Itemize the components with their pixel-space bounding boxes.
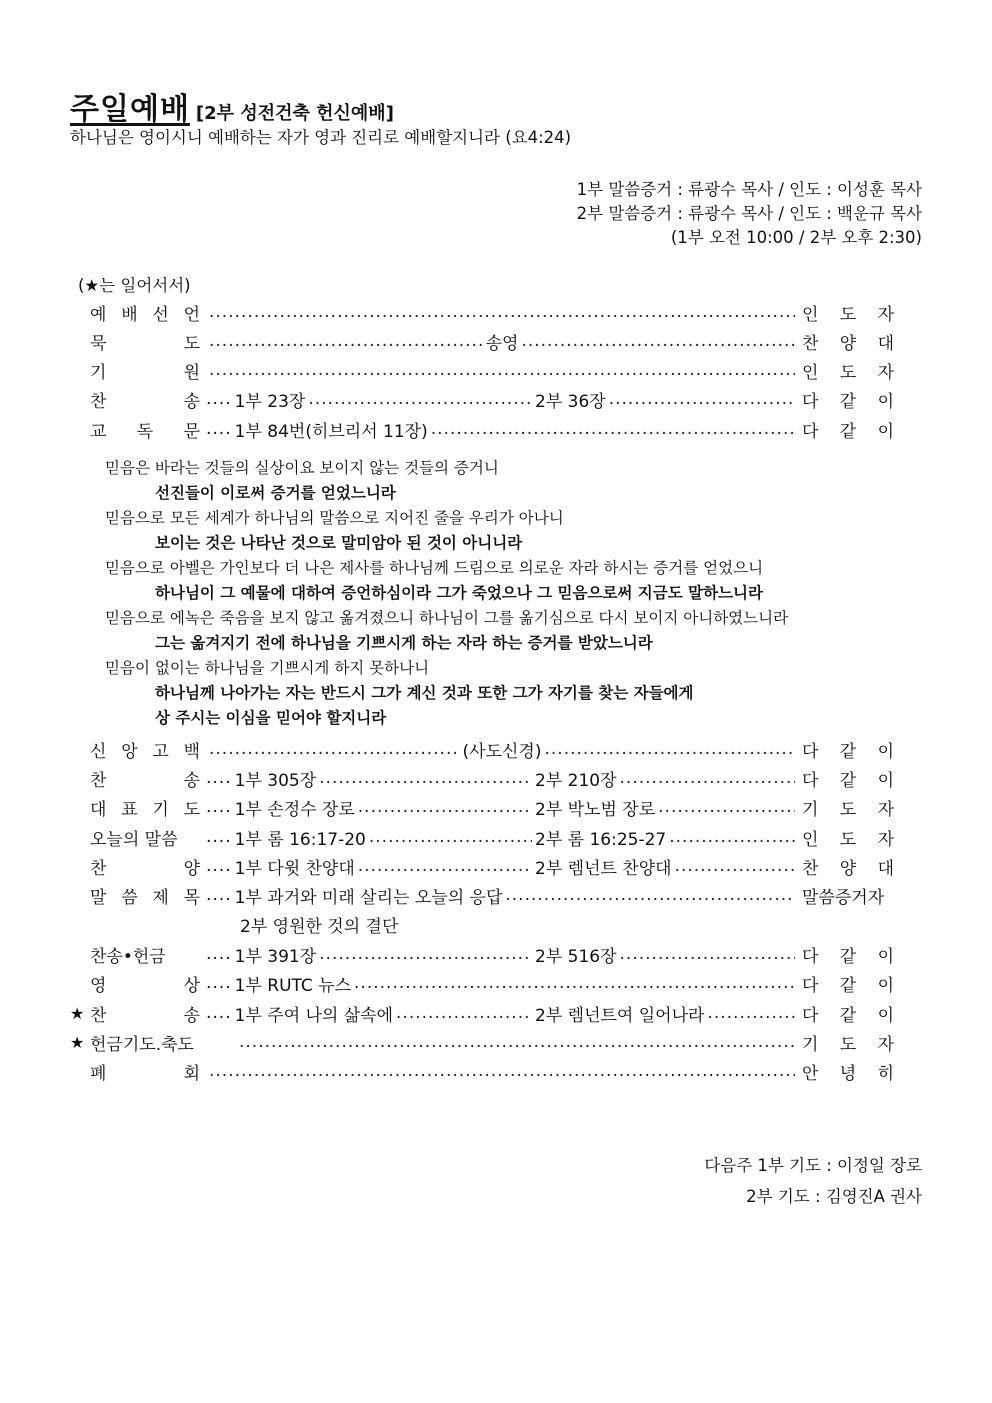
- leader-dots: [707, 1003, 795, 1023]
- order-label-char: 신: [90, 741, 107, 762]
- preacher-line: 2부 말씀증거 : 류광수 목사 / 인도 : 백운규 목사: [576, 204, 922, 223]
- order-role-char: 같: [839, 1005, 857, 1026]
- next-week-line: 2부 기도 : 김영진A 권사: [746, 1187, 922, 1206]
- order-detail: [200, 737, 798, 762]
- leader-dots: ....: [206, 797, 232, 817]
- order-row: [70, 1029, 894, 1055]
- leader-dots: [319, 768, 532, 788]
- order-detail: [200, 360, 798, 380]
- order-label-char: 씀: [121, 887, 138, 908]
- order-label-char: 목: [183, 887, 200, 908]
- second-service: 2부 박노범 장로: [535, 799, 656, 820]
- order-detail: [200, 883, 798, 908]
- leader-dots: [209, 360, 795, 380]
- order-role-char: 이: [877, 975, 894, 996]
- order-detail: [200, 329, 798, 354]
- order-role-char: 이: [877, 770, 894, 791]
- order-role-char: 인: [802, 829, 819, 850]
- page-title: 주일예배: [70, 92, 190, 127]
- second-service: 2부 36장: [535, 391, 606, 412]
- order-row: [70, 328, 894, 354]
- order-row: [70, 386, 894, 412]
- order-label: [90, 737, 200, 762]
- order-role-char: 다: [802, 770, 819, 791]
- order-role-char: 녕: [839, 1063, 857, 1084]
- leader-dots: [396, 1003, 532, 1023]
- reading-leader: 믿음은 바라는 것들의 실상이요 보이지 않는 것들의 증거니: [105, 459, 499, 477]
- order-role-char: 양: [839, 333, 857, 354]
- leader-dots: [358, 856, 532, 876]
- order-role: [798, 387, 894, 412]
- order-detail: [200, 825, 798, 850]
- order-label-char: 기: [90, 362, 107, 383]
- order-label-char: 송: [183, 1005, 200, 1026]
- order-role-char: 도: [839, 829, 857, 850]
- middle-item: 송영: [485, 333, 519, 354]
- first-service: 1부 305장: [234, 770, 317, 791]
- order-detail: [200, 387, 798, 412]
- order-label-char: 양: [183, 858, 200, 879]
- first-service: 1부 391장: [234, 946, 317, 967]
- order-row: [70, 824, 894, 850]
- leader-dots: [319, 944, 532, 964]
- order-role: [798, 854, 894, 879]
- order-role-char: 도: [839, 362, 857, 383]
- second-service: 2부 렘넌트여 일어나라: [535, 1005, 705, 1026]
- order-role-char: 다: [802, 1005, 819, 1026]
- order-label-char: 문: [183, 421, 200, 442]
- leader-dots: [505, 885, 795, 905]
- order-role-char: 자: [877, 799, 894, 820]
- order-label-char: 폐: [90, 1063, 107, 1084]
- leader-dots: ....: [206, 885, 232, 905]
- stand-note: (★는 일어서서): [78, 276, 191, 295]
- leader-dots: [209, 331, 483, 351]
- order-role: 말씀증거자: [802, 887, 885, 908]
- order-role-char: 이: [877, 1005, 894, 1026]
- reading-leader: 믿음으로 모든 세계가 하나님의 말씀으로 지어진 줄을 우리가 아나니: [105, 509, 564, 527]
- order-row: [70, 882, 894, 908]
- order-label-char: 대: [90, 799, 107, 820]
- order-label: [90, 417, 200, 442]
- leader-dots: [658, 797, 795, 817]
- order-label-char: 도: [183, 799, 200, 820]
- order-role: [798, 942, 894, 967]
- order-role-char: 도: [839, 1034, 857, 1055]
- order-label-char: 배: [121, 304, 138, 325]
- order-role-char: 이: [877, 946, 894, 967]
- order-label: [90, 329, 200, 354]
- order-role-char: 자: [877, 829, 894, 850]
- leader-dots: [209, 739, 460, 759]
- reading-response: 하나님이 그 예물에 대하여 증언하심이라 그가 죽었으나 그 믿음으로써 지금도 말하느니라: [155, 584, 763, 602]
- reading-response: 상 주시는 이심을 믿어야 할지니라: [155, 709, 387, 727]
- order-role-char: 기: [802, 799, 819, 820]
- first-service: 1부 손정수 장로: [234, 799, 355, 820]
- reading-response: 보이는 것은 나타난 것으로 말미암아 된 것이 아니니라: [155, 534, 523, 552]
- order-label-char: 고: [152, 741, 169, 762]
- reading-leader: 믿음으로 에녹은 죽음을 보지 않고 옮겨졌으니 하나님이 그를 옮기심으로 다시 보이지 아니하였느니라: [105, 609, 789, 627]
- order-role: [798, 300, 894, 325]
- reading-leader: 믿음으로 아벨은 가인보다 더 나은 제사를 하나님께 드림으로 의로운 자라 하시는 증거를 얻었으니: [105, 559, 764, 577]
- first-service: 1부 RUTC 뉴스: [234, 975, 352, 996]
- order-role: [798, 795, 894, 820]
- order-row: [70, 765, 894, 791]
- order-label: [90, 795, 200, 820]
- order-role-char: 같: [839, 770, 857, 791]
- order-row: [70, 1058, 894, 1084]
- order-label: [90, 766, 200, 791]
- order-detail: [200, 971, 798, 996]
- order-detail: [200, 1061, 798, 1081]
- order-row: [70, 970, 894, 996]
- order-label-char: 묵: [90, 333, 107, 354]
- leader-dots: [209, 1061, 795, 1081]
- order-detail: [200, 766, 798, 791]
- reading-response: 그는 옮겨지기 전에 하나님을 기쁘시게 하는 자라 하는 증거를 받았느니라: [155, 634, 653, 652]
- leader-dots: [358, 797, 532, 817]
- reading-response: 선진들이 이로써 증거를 얻었느니라: [155, 484, 396, 502]
- order-label-char: 교: [90, 421, 107, 442]
- order-detail: [200, 1001, 798, 1026]
- order-label-char: 백: [183, 741, 200, 762]
- order-label-char: 표: [121, 799, 138, 820]
- scripture-verse: 하나님은 영이시니 예배하는 자가 영과 진리로 예배할지니라 (요4:24): [70, 128, 572, 147]
- order-label-char: 찬: [90, 391, 107, 412]
- order-label: 헌금기도.축도: [90, 1034, 194, 1055]
- order-role: [798, 358, 894, 383]
- header: [70, 84, 394, 128]
- order-label-char: 찬: [90, 770, 107, 791]
- order-detail: [200, 854, 798, 879]
- service-times: (1부 오전 10:00 / 2부 오후 2:30): [670, 228, 922, 247]
- order-label-char: 원: [183, 362, 200, 383]
- order-label-char: 찬: [90, 858, 107, 879]
- order-label: [90, 971, 200, 996]
- order-row: [70, 853, 894, 879]
- order-row: [70, 736, 894, 762]
- order-role-char: 같: [839, 975, 857, 996]
- next-week-line: 다음주 1부 기도 : 이정일 장로: [704, 1156, 922, 1175]
- order-label-char: 송: [183, 391, 200, 412]
- order-label-char: 말: [90, 887, 107, 908]
- order-role-char: 자: [877, 304, 894, 325]
- order-role-char: 찬: [802, 333, 819, 354]
- order-label-char: 독: [136, 421, 154, 442]
- order-detail: [230, 1032, 798, 1052]
- second-service: 2부 210장: [535, 770, 617, 791]
- order-role: [798, 1030, 894, 1055]
- order-role-char: 다: [802, 946, 819, 967]
- leader-dots: ....: [206, 827, 232, 847]
- order-role: [798, 329, 894, 354]
- order-label-char: 기: [152, 799, 169, 820]
- order-role: [798, 971, 894, 996]
- order-row: [70, 416, 894, 442]
- order-label-char: 도: [183, 333, 200, 354]
- order-label: [90, 854, 200, 879]
- order-label-char: 상: [183, 975, 200, 996]
- order-label: [90, 300, 200, 325]
- reading-leader: 믿음이 없이는 하나님을 기쁘시게 하지 못하나니: [105, 659, 430, 677]
- order-role-char: 안: [802, 1063, 819, 1084]
- leader-dots: [369, 827, 532, 847]
- order-role-char: 대: [877, 858, 894, 879]
- leader-dots: ....: [206, 389, 232, 409]
- title-continuation: 2부 영원한 것의 결단: [240, 917, 399, 937]
- order-role-char: 이: [877, 741, 894, 762]
- order-detail: [200, 942, 798, 967]
- order-role-char: 같: [839, 946, 857, 967]
- order-role-char: 다: [802, 391, 819, 412]
- leader-dots: [544, 739, 795, 759]
- order-label-char: 제: [152, 887, 169, 908]
- order-detail: [200, 417, 798, 442]
- order-row: [70, 941, 894, 967]
- second-service: 2부 516장: [535, 946, 617, 967]
- order-role-char: 자: [877, 1034, 894, 1055]
- order-role-char: 같: [839, 421, 857, 442]
- order-role: [798, 1059, 894, 1084]
- order-label-char: 회: [183, 1063, 200, 1084]
- first-service: 1부 23장: [234, 391, 306, 412]
- order-label-char: 앙: [121, 741, 138, 762]
- page-subtitle: [2부 성전건축 헌신예배]: [195, 103, 394, 124]
- order-role-char: 히: [877, 1063, 894, 1084]
- order-role-char: 도: [839, 799, 857, 820]
- order-role-char: 자: [877, 362, 894, 383]
- order-role: [798, 1001, 894, 1026]
- order-label: [90, 1059, 200, 1084]
- order-role-char: 같: [839, 741, 857, 762]
- stand-marker: ★: [70, 1032, 85, 1052]
- order-row: [70, 357, 894, 383]
- order-role-char: 이: [877, 391, 894, 412]
- order-row: [70, 1000, 894, 1026]
- leader-dots: ....: [206, 768, 232, 788]
- order-label: [90, 883, 200, 908]
- second-service: 2부 렘넌트 찬양대: [535, 858, 672, 879]
- order-label: 오늘의 말씀: [90, 829, 178, 850]
- leader-dots: [521, 331, 795, 351]
- order-role: [798, 825, 894, 850]
- middle-item: (사도신경): [462, 741, 542, 762]
- order-row: [70, 299, 894, 325]
- order-role: [798, 417, 894, 442]
- order-role: [798, 766, 894, 791]
- order-role-char: 인: [802, 362, 819, 383]
- order-role-char: 같: [839, 391, 857, 412]
- order-label: 찬송•헌금: [90, 946, 166, 967]
- leader-dots: [669, 827, 795, 847]
- leader-dots: [609, 389, 795, 409]
- order-role-char: 다: [802, 975, 819, 996]
- leader-dots: [308, 389, 532, 409]
- order-role-char: 양: [839, 858, 857, 879]
- first-service: 1부 롬 16:17-20: [234, 829, 366, 850]
- stand-marker: ★: [70, 1003, 85, 1023]
- next-week-prayer: [704, 1150, 922, 1212]
- first-service: 1부 다윗 찬양대: [234, 858, 355, 879]
- leader-dots: ....: [206, 973, 232, 993]
- order-label: [90, 387, 200, 412]
- first-service: 1부 과거와 미래 살리는 오늘의 응답: [234, 887, 503, 908]
- leader-dots: ....: [206, 944, 232, 964]
- order-role-char: 대: [877, 333, 894, 354]
- order-label-char: 영: [90, 975, 107, 996]
- order-role-char: 다: [802, 741, 819, 762]
- reading-response: 하나님께 나아가는 자는 반드시 그가 계신 것과 또한 그가 자기를 찾는 자들에게: [155, 684, 694, 702]
- order-label-char: 송: [183, 770, 200, 791]
- order-label-char: 선: [152, 304, 169, 325]
- first-service: 1부 84번(히브리서 11장): [234, 421, 428, 442]
- order-role-char: 찬: [802, 858, 819, 879]
- leader-dots: [620, 768, 795, 788]
- leader-dots: [675, 856, 795, 876]
- leader-dots: [431, 419, 795, 439]
- order-role-char: 이: [877, 421, 894, 442]
- leader-dots: [354, 973, 795, 993]
- order-label-char: 언: [183, 304, 200, 325]
- preacher-line: 1부 말씀증거 : 류광수 목사 / 인도 : 이성훈 목사: [576, 180, 922, 199]
- leader-dots: [620, 944, 795, 964]
- preacher-info: [577, 178, 922, 250]
- order-label-char: 예: [90, 304, 107, 325]
- order-detail: [200, 795, 798, 820]
- leader-dots: [239, 1032, 795, 1052]
- order-role: [798, 737, 894, 762]
- leader-dots: ....: [206, 419, 232, 439]
- leader-dots: [209, 302, 795, 322]
- second-service: 2부 롬 16:25-27: [535, 829, 667, 850]
- order-row: [70, 794, 894, 820]
- order-role-char: 다: [802, 421, 819, 442]
- order-label: [90, 1001, 200, 1026]
- first-service: 1부 주여 나의 삶속에: [234, 1005, 394, 1026]
- leader-dots: ....: [206, 1003, 232, 1023]
- order-label: [90, 358, 200, 383]
- order-role-char: 기: [802, 1034, 819, 1055]
- order-role-char: 도: [839, 304, 857, 325]
- order-role-char: 인: [802, 304, 819, 325]
- leader-dots: ....: [206, 856, 232, 876]
- order-detail: [200, 302, 798, 322]
- order-label-char: 찬: [90, 1005, 107, 1026]
